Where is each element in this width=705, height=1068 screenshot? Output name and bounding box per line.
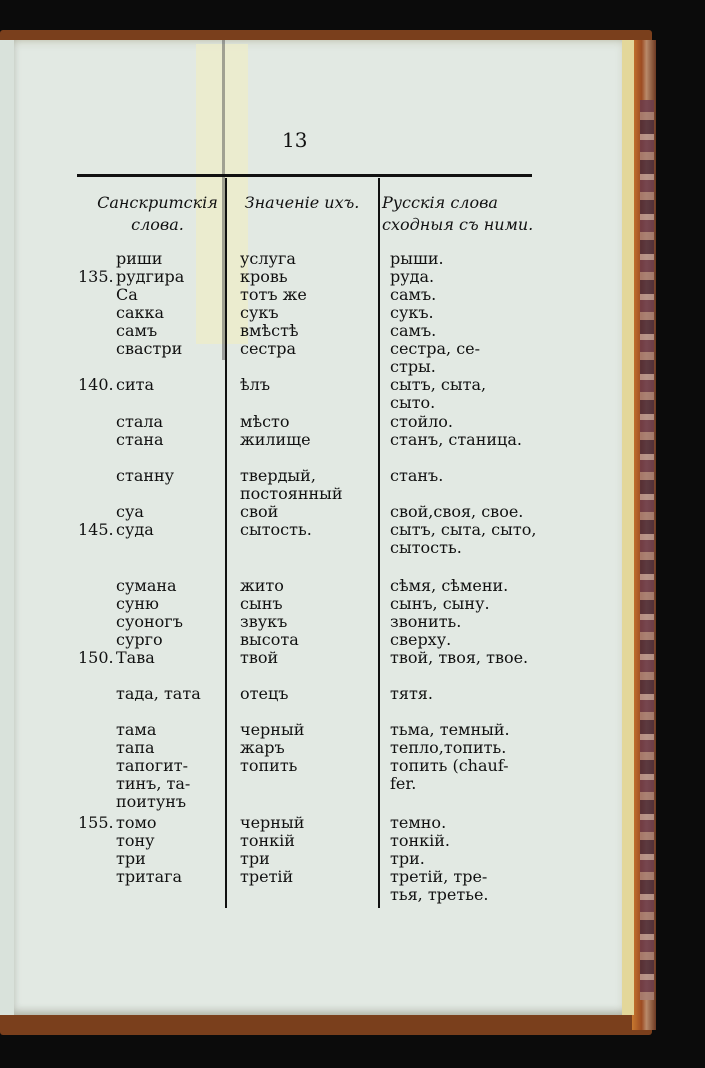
meaning-word: свой	[240, 502, 279, 521]
page-number: 13	[282, 128, 308, 152]
header-rule	[77, 174, 532, 177]
row-number: 140.	[78, 375, 114, 394]
column-divider	[378, 178, 380, 908]
row-number: 150.	[78, 648, 114, 667]
russian-word: самъ.	[390, 285, 437, 304]
russian-word: тьма, темный.	[390, 720, 510, 739]
sanskrit-word: рудгира	[116, 267, 185, 286]
meaning-word: сынъ	[240, 594, 283, 613]
sanskrit-word: станну	[116, 466, 175, 485]
meaning-word: услуга	[240, 249, 296, 268]
sanskrit-word: суа	[116, 502, 144, 521]
sanskrit-word: томо	[116, 813, 157, 832]
sanskrit-word: тону	[116, 831, 155, 850]
sanskrit-word: суню	[116, 594, 159, 613]
meaning-word: тотъ же	[240, 285, 307, 304]
row-number: 135.	[78, 267, 114, 286]
russian-word: сестра, се-	[390, 339, 481, 358]
meaning-word: твой	[240, 648, 279, 667]
russian-word: сверху.	[390, 630, 452, 649]
sanskrit-word: сурго	[116, 630, 163, 649]
russian-word: три.	[390, 849, 425, 868]
russian-word: тятя.	[390, 684, 433, 703]
meaning-word: отецъ	[240, 684, 289, 703]
russian-word: самъ.	[390, 321, 437, 340]
sanskrit-word: тинъ, та-	[116, 774, 191, 793]
russian-word: стойло.	[390, 412, 453, 431]
russian-word: руда.	[390, 267, 435, 286]
russian-word: сукъ.	[390, 303, 434, 322]
russian-word: станъ.	[390, 466, 444, 485]
row-number: 155.	[78, 813, 114, 832]
meaning-word: жилище	[240, 430, 311, 449]
sanskrit-word: три	[116, 849, 146, 868]
russian-word: топить (chauf-	[390, 756, 509, 775]
header-sanskrit: Санскритскія слова.	[97, 193, 218, 234]
russian-word: fer.	[390, 774, 417, 793]
marbled-edge	[640, 100, 654, 1000]
meaning-word: звукъ	[240, 612, 288, 631]
meaning-word: топить	[240, 756, 298, 775]
sanskrit-word: Са	[116, 285, 138, 304]
russian-word: темно.	[390, 813, 447, 832]
meaning-word: третій	[240, 867, 294, 886]
meaning-word: черный	[240, 720, 305, 739]
sanskrit-word: стала	[116, 412, 164, 431]
meaning-word: жаръ	[240, 738, 285, 757]
meaning-word: сестра	[240, 339, 297, 358]
meaning-word: высота	[240, 630, 299, 649]
header-meaning: Значеніе ихъ.	[244, 193, 360, 212]
meaning-word: черный	[240, 813, 305, 832]
russian-word: рыши.	[390, 249, 444, 268]
russian-word: станъ, станица.	[390, 430, 522, 449]
sanskrit-word: суда	[116, 520, 154, 539]
russian-word: тонкій.	[390, 831, 451, 850]
meaning-word: вмѣстѣ	[240, 321, 299, 340]
page-edge	[622, 40, 634, 1015]
header-russian: Русскія слова сходныя съ ними.	[382, 193, 534, 234]
russian-word: сыто.	[390, 393, 436, 412]
russian-word: сынъ, сыну.	[390, 594, 490, 613]
sanskrit-word: сита	[116, 375, 155, 394]
meaning-word: кровь	[240, 267, 288, 286]
sanskrit-word: тритага	[116, 867, 183, 886]
sanskrit-word: сакка	[116, 303, 165, 322]
row-number: 145.	[78, 520, 114, 539]
sanskrit-word: самъ	[116, 321, 158, 340]
meaning-word: мѣсто	[240, 412, 290, 431]
sanskrit-word: сумана	[116, 576, 177, 595]
russian-word: третій, тре-	[390, 867, 488, 886]
meaning-word: твердый, постоянный	[240, 466, 343, 503]
russian-word: сѣмя, сѣмени.	[390, 576, 509, 595]
sanskrit-word: тапогит-	[116, 756, 188, 775]
sanskrit-word: суоногъ	[116, 612, 183, 631]
sanskrit-word: свастри	[116, 339, 183, 358]
russian-word: твой, твоя, твое.	[390, 648, 529, 667]
meaning-word: ѣлъ	[240, 375, 270, 394]
meaning-word: тонкій	[240, 831, 295, 850]
meaning-word: сытость.	[240, 520, 312, 539]
russian-word: тья, третье.	[390, 885, 489, 904]
russian-word: тепло,топить.	[390, 738, 507, 757]
column-divider	[225, 178, 227, 908]
sanskrit-word: тама	[116, 720, 157, 739]
meaning-word: сукъ	[240, 303, 279, 322]
russian-word: сытъ, сыта, сыто, сытость.	[390, 520, 537, 557]
russian-word: звонить.	[390, 612, 462, 631]
sanskrit-word: тада, тата	[116, 684, 201, 703]
russian-word: стры.	[390, 357, 436, 376]
sanskrit-word: риши	[116, 249, 163, 268]
russian-word: свой,своя, свое.	[390, 502, 524, 521]
sanskrit-word: стана	[116, 430, 164, 449]
sanskrit-word: Тава	[116, 648, 155, 667]
sanskrit-word: тапа	[116, 738, 155, 757]
meaning-word: три	[240, 849, 270, 868]
russian-word: сытъ, сыта,	[390, 375, 487, 394]
meaning-word: жито	[240, 576, 284, 595]
sanskrit-word: поитунъ	[116, 792, 187, 811]
